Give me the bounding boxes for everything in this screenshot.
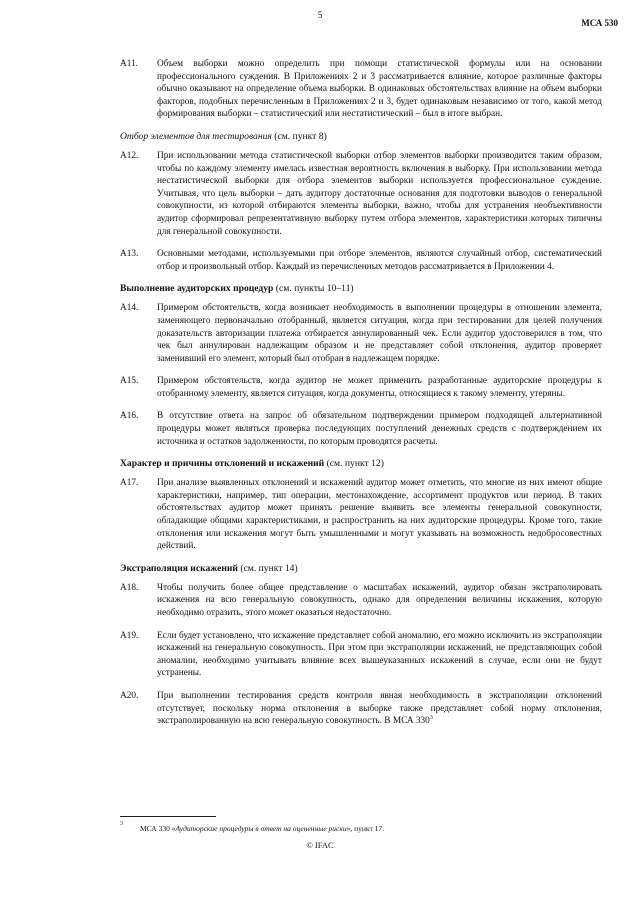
paragraph-a18 bbox=[120, 582, 602, 620]
paragraph-text: Объем выборки можно определить при помощи статистической формулы или на основании профессионального суждения. В Приложениях 2 и 3 рассматривается влияние, которое различные факторы обычно оказывают на определение объема выборки. В одинаковых обстоятельствах влияние на объем выборки факторов, подобных перечисленным в Приложениях 2 и 3, будет одинаковым независимо от того, какой метод формирования выборки – статистический или нестатистический – был в итоге выбран. bbox=[157, 59, 602, 120]
paragraph-a16 bbox=[120, 410, 602, 448]
paragraph-a13 bbox=[120, 248, 602, 273]
footnote-suffix: », пункт 17. bbox=[346, 824, 384, 833]
section-reference: (см. пункты 10–11) bbox=[273, 283, 354, 295]
paragraph-text: Основными методами, используемыми при отборе элементов, являются случайный отбор, систематический отбор и произвольный отбор. Каждый из перечисленных методов рассматривается в Приложении 4. bbox=[157, 249, 602, 272]
footnote-prefix: МСА 330 « bbox=[140, 824, 176, 833]
paragraph-number: A13. bbox=[120, 249, 139, 260]
paragraph-a19 bbox=[120, 630, 602, 680]
paragraph-number: A19. bbox=[120, 630, 139, 641]
section-reference: (см. пункт 12) bbox=[324, 458, 384, 470]
paragraph-a11 bbox=[120, 58, 602, 121]
document-code: МСА 530 bbox=[581, 18, 618, 28]
paragraph-number: A11. bbox=[120, 59, 138, 69]
section-heading-procedures bbox=[120, 283, 602, 294]
section-title: Экстраполяция искажений bbox=[120, 562, 238, 574]
paragraph-a15 bbox=[120, 375, 602, 400]
paragraph-text: При анализе выявленных отклонений и искажений аудитор может отметить, что многие из них имеют общие характеристики, например, тип операции, местонахождение, ассортимент продуктов или период. В таких обстоятельствах аудитор может принять решение выявить все элементы генеральной совокупности, обладающие общими характеристиками, и распространить на них аудиторские процедуры. Кроме того, такие отклонения или искажения могут быть умышленными и могут указывать на возможность недобросовестных действий. bbox=[157, 478, 602, 552]
paragraph-text: При выполнении тестирования средств контроля явная необходимость в экстраполяции отклонений отсутствует, поскольку норма отклонения в выборке также представляет собой норму отклонения, экстраполированную на всю генеральную совокупность. В МСА 330 bbox=[157, 690, 602, 727]
paragraph-a14 bbox=[120, 302, 602, 365]
copyright-notice: © IFAC bbox=[306, 840, 334, 850]
section-heading-projection bbox=[120, 563, 602, 574]
paragraph-text: Примером обстоятельств, когда аудитор не может применить разработанные аудиторские процедуры к отобранному элементу, является ситуация, когда документы, относящиеся к такому элементу, утеряны. bbox=[157, 376, 602, 399]
footnote-text bbox=[140, 824, 384, 833]
footnote-standard-title: Аудиторские процедуры в ответ на оцененные риски bbox=[175, 824, 347, 833]
paragraph-a12 bbox=[120, 150, 602, 238]
paragraph-a17 bbox=[120, 477, 602, 553]
section-reference: (см. пункт 8) bbox=[271, 130, 327, 142]
section-heading-deviations bbox=[120, 458, 602, 469]
paragraph-number: A17. bbox=[120, 478, 139, 489]
paragraph-a20 bbox=[120, 690, 602, 728]
paragraph-number: A18. bbox=[120, 582, 139, 593]
paragraph-number: A16. bbox=[120, 411, 139, 422]
section-reference: (см. пункт 14) bbox=[237, 562, 298, 574]
paragraph-text: В отсутствие ответа на запрос об обязательном подтверждении примером подходящей альтернативной процедуры может являться проверка последующих поступлений денежных средств с подтверждением их источника и остатков задолженности, по которым проводятся расчеты. bbox=[157, 411, 602, 447]
paragraph-number: A12. bbox=[120, 150, 139, 161]
footnote-divider bbox=[120, 816, 216, 817]
footnote-marker: 3 bbox=[429, 715, 433, 722]
paragraph-text: Примером обстоятельств, когда возникает необходимость в выполнении процедуры в отношении элемента, заменяющего первоначально отобранный, является ситуация, когда при тестировании для целей получения доказательств авторизации платежа отбирается аннулированный чек. Если аудитор удостоверился в том, что чек был аннулирован надлежащим образом и не представляет собой отклонения, аудитор проверяет заменивший его элемент, который был отобран в надлежащем порядке. bbox=[157, 303, 602, 364]
paragraph-text: Если будет установлено, что искажение представляет собой аномалию, его можно исключить из экстраполяции искажений на генеральную совокупность. При этом при экстраполяции искажений, не представляющих собой аномалии, необходимо учитывать влияние всех вышеуказанных искажений в случае, если они не будут устранены. bbox=[157, 630, 602, 679]
section-title: Отбор элементов для тестирования bbox=[120, 130, 272, 142]
section-title: Характер и причины отклонений и искажений bbox=[120, 458, 325, 470]
paragraph-number: A15. bbox=[120, 376, 139, 387]
page-body bbox=[120, 58, 602, 738]
paragraph-number: A14. bbox=[120, 303, 139, 314]
paragraph-text: При использовании метода статистической выборки отбор элементов выборки производится таким образом, чтобы по каждому элементу имелась известная вероятность включения в выборку. При использовании метода нестатистической выборки для отбора элементов выборки используется профессиональное суждение. Учитывая, что цель выборки – дать аудитору достаточные основания для подготовки выводов о генеральной совокупности, из которой отбираются элементы выборки, важно, чтобы для устранения необъективности аудитор сформировал репрезентативную выборку путем отбора элементов, характеристики которых типичны для генеральной совокупности. bbox=[157, 150, 602, 237]
footnote-number: 3 bbox=[120, 821, 123, 827]
paragraph-number: A20. bbox=[120, 690, 139, 701]
paragraph-text: Чтобы получить более общее представление о масштабах искажений, аудитор обязан экстраполировать искажения на всю генеральную совокупность, однако для определения величины искажения, которую необходимо отразить, этого может оказаться недостаточно. bbox=[157, 582, 602, 618]
section-heading-selection bbox=[120, 131, 602, 142]
page-number: 5 bbox=[317, 10, 323, 20]
section-title: Выполнение аудиторских процедур bbox=[120, 283, 274, 295]
